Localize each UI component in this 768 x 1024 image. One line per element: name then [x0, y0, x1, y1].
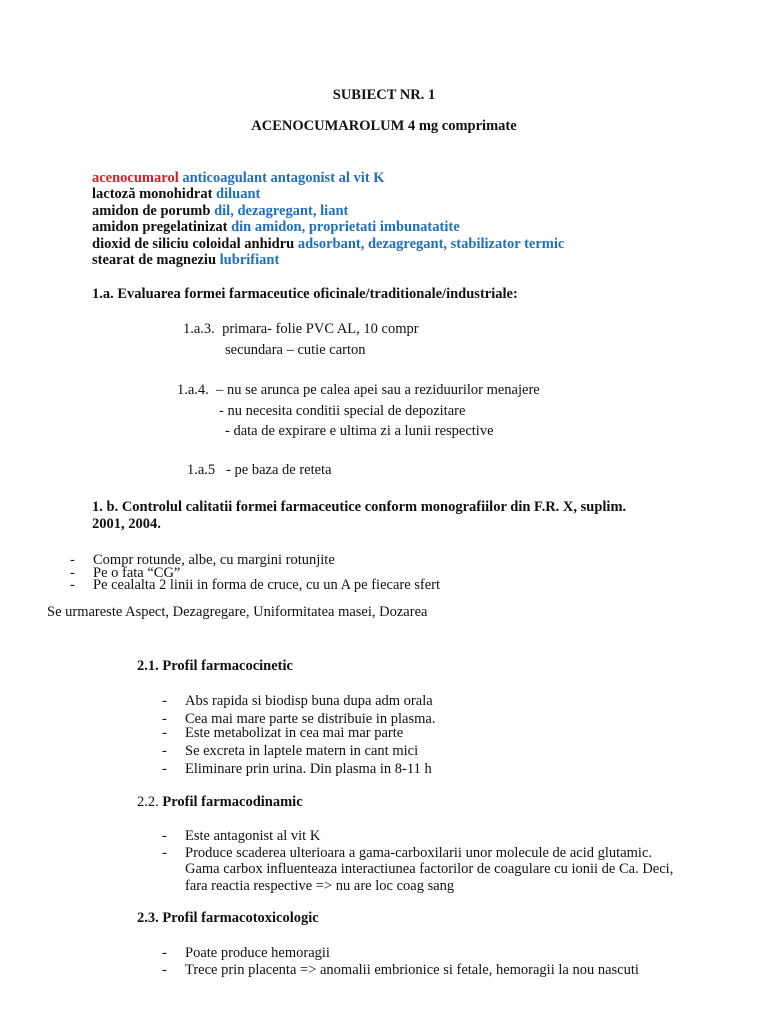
bullet-dash: - [162, 962, 167, 978]
list-item-text: Pe o fata “CG” [93, 565, 181, 581]
item-1a5 [187, 462, 332, 479]
list-item-text: Cea mai mare parte se distribuie in plasma. [185, 711, 436, 727]
ingredient-name: amidon pregelatinizat [92, 219, 228, 235]
list-item-text: Abs rapida si biodisp buna dupa adm orala [185, 693, 433, 709]
list-item-continuation: Gama carbox influenteaza interactiunea factorilor de coagulare cu ionii de Ca. Deci, [185, 861, 674, 877]
ingredient-row [92, 219, 460, 236]
item-text: - pe baza de reteta [226, 462, 332, 478]
section-21-heading: 2.1. Profil farmacocinetic [137, 658, 293, 674]
ingredient-name: amidon de porumb [92, 203, 211, 219]
ingredient-role: adsorbant, dezagregant, stabilizator termic [297, 236, 565, 252]
item-1a3-line2: secundara – cutie carton [225, 342, 366, 358]
ingredient-row [92, 203, 348, 220]
list-item-text: Trece prin placenta => anomalii embrionice si fetale, hemoragii la nou nascuti [185, 962, 639, 978]
bullet-dash: - [162, 743, 167, 759]
ingredient-row [92, 170, 385, 187]
ingredient-row [92, 186, 260, 203]
control-note: Se urmareste Aspect, Dezagregare, Uniformitatea masei, Dozarea [47, 604, 428, 620]
list-item-continuation: fara reactia respective => nu are loc coag sang [185, 878, 455, 894]
ingredient-role: dil, dezagregant, liant [214, 203, 349, 219]
bullet-dash: - [162, 711, 167, 727]
section-1b-heading-line2: 2001, 2004. [92, 516, 161, 532]
ingredient-name: lactoză monohidrat [92, 186, 213, 202]
ingredient-row [92, 252, 279, 269]
item-1a4-line2: - nu necesita conditii special de depozitare [219, 403, 466, 419]
document-title: SUBIECT NR. 1 [332, 87, 436, 103]
item-label: 1.a.3. [183, 321, 215, 337]
ingredient-role: anticoagulant antagonist al vit K [182, 170, 385, 186]
list-item-text: Compr rotunde, albe, cu margini rotunjite [93, 552, 335, 568]
bullet-dash: - [70, 565, 75, 581]
bullet-dash: - [162, 845, 167, 861]
section-1a-heading: 1.a. Evaluarea formei farmaceutice oficinale/traditionale/industriale: [92, 286, 518, 302]
section-title: Profil farmacodinamic [162, 794, 303, 810]
ingredient-name: acenocumarol [92, 170, 179, 186]
item-label: 1.a.5 [187, 462, 216, 478]
ingredient-role: lubrifiant [219, 252, 280, 268]
item-1a4 [177, 382, 540, 399]
list-item-text: Eliminare prin urina. Din plasma in 8-11 h [185, 761, 432, 777]
list-item-text: Este metabolizat in cea mai mar parte [185, 725, 404, 741]
bullet-dash: - [70, 552, 75, 568]
list-item-text: Se excreta in laptele matern in cant mici [185, 743, 419, 759]
ingredient-role: diluant [216, 186, 261, 202]
section-1b-heading: 1. b. Controlul calitatii formei farmaceutice conform monografiilor din F.R. X, suplim. [92, 499, 627, 515]
list-item-text: Produce scaderea ulterioara a gama-carboxilarii unor molecule de acid glutamic. [185, 845, 653, 861]
bullet-dash: - [162, 693, 167, 709]
ingredient-name: stearat de magneziu [92, 252, 217, 268]
list-item-text: Pe cealalta 2 linii in forma de cruce, cu un A pe fiecare sfert [93, 577, 441, 593]
list-item-text: Poate produce hemoragii [185, 945, 330, 961]
list-item-text: Este antagonist al vit K [185, 828, 321, 844]
section-number: 2.2. [137, 794, 159, 810]
item-1a4-line3: - data de expirare e ultima zi a lunii respective [225, 423, 494, 439]
ingredient-row [92, 236, 564, 253]
bullet-dash: - [162, 828, 167, 844]
bullet-dash: - [162, 945, 167, 961]
product-name: ACENOCUMAROLUM 4 mg comprimate [251, 118, 517, 134]
item-label: 1.a.4. [177, 382, 209, 398]
bullet-dash: - [162, 761, 167, 777]
item-text: – nu se arunca pe calea apei sau a reziduurilor menajere [216, 382, 540, 398]
bullet-dash: - [70, 577, 75, 593]
ingredient-role: din amidon, proprietati imbunatatite [231, 219, 460, 235]
item-1a3 [183, 321, 419, 338]
section-23-heading: 2.3. Profil farmacotoxicologic [137, 910, 319, 926]
section-22-heading [137, 794, 303, 811]
ingredient-name: dioxid de siliciu coloidal anhidru [92, 236, 298, 252]
item-text: primara- folie PVC AL, 10 compr [222, 321, 419, 337]
bullet-dash: - [162, 725, 167, 741]
